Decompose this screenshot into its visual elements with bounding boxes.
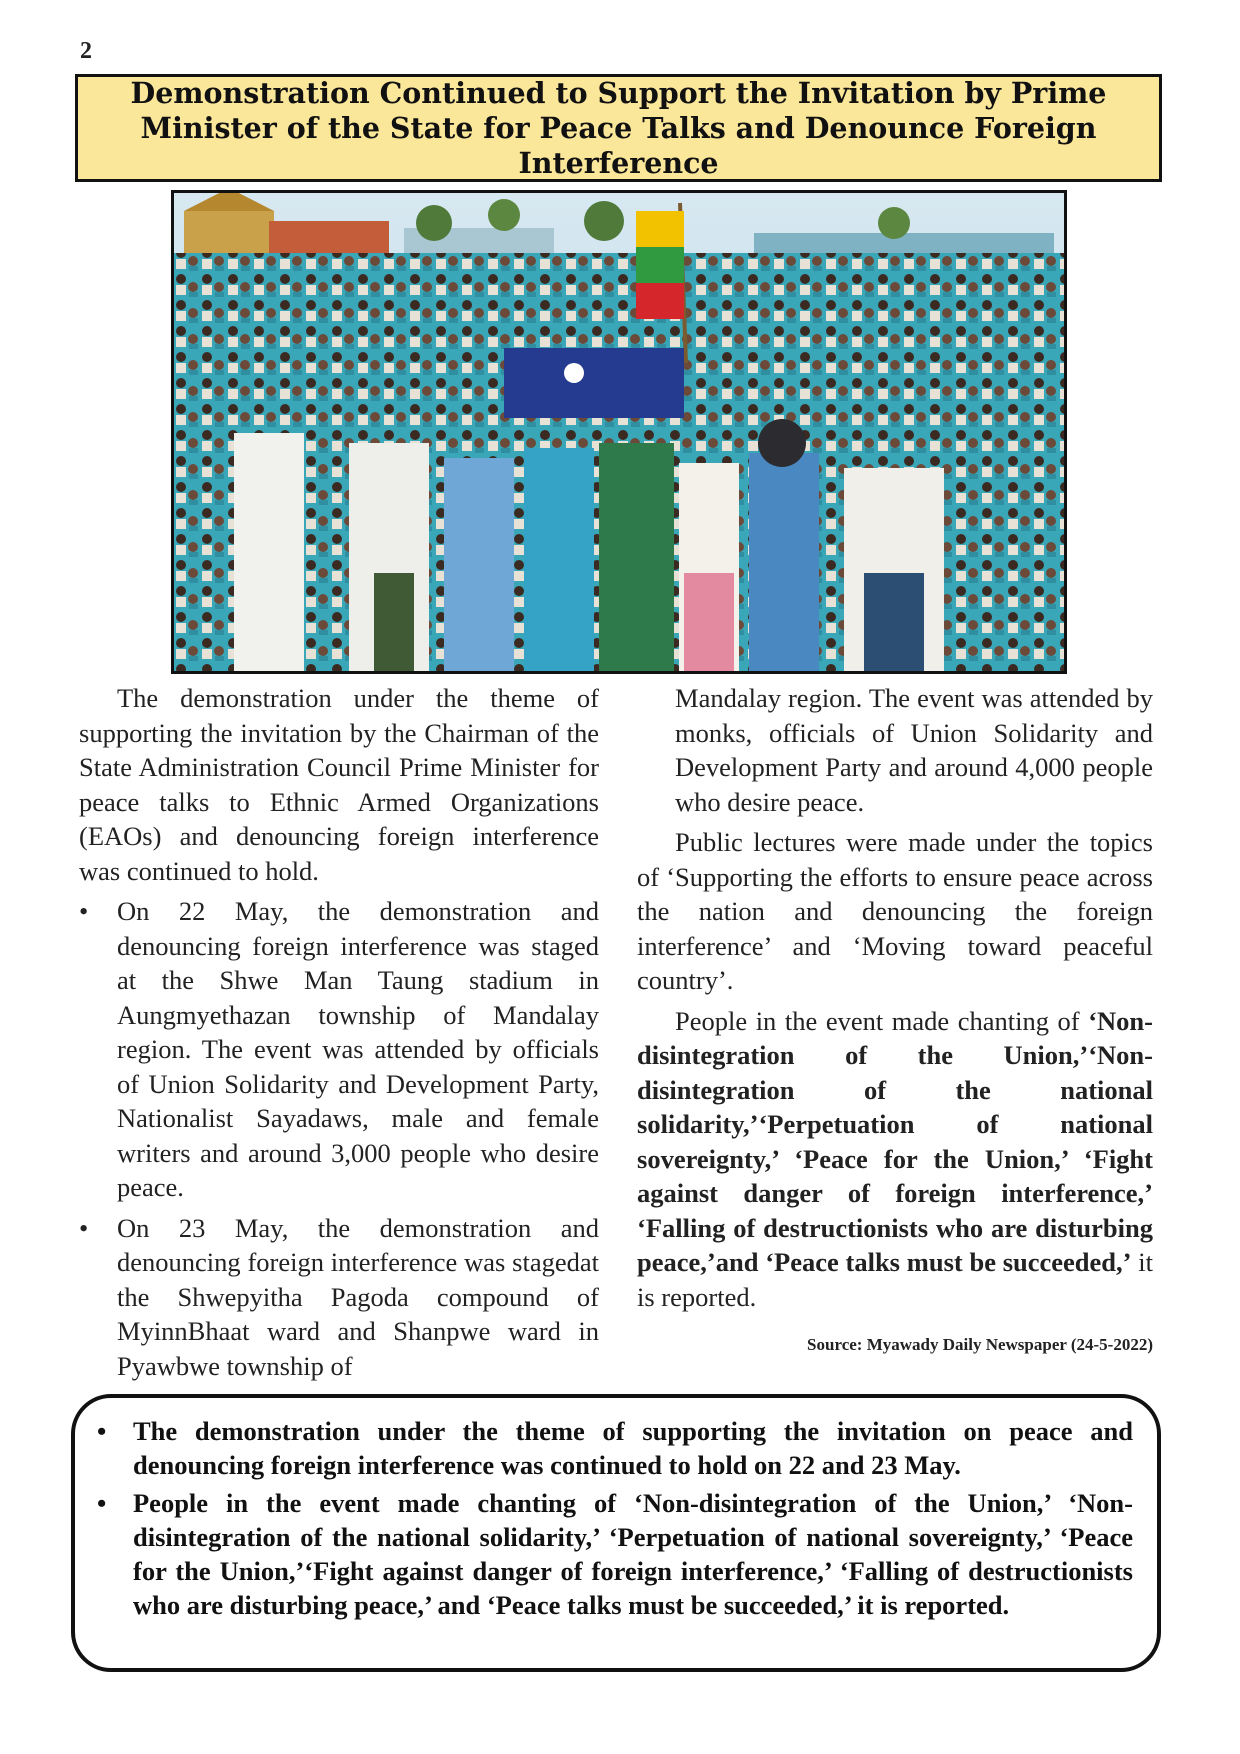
list-item xyxy=(97,1414,1133,1482)
summary-box xyxy=(71,1394,1161,1672)
chant-paragraph xyxy=(637,1004,1153,1315)
bullet-icon: • xyxy=(97,1416,107,1446)
list-item xyxy=(79,1211,599,1384)
title-banner xyxy=(75,74,1162,182)
left-column xyxy=(79,681,599,1389)
article-title: Demonstration Continued to Support the Invitation by Prime Minister of the State for Peace Talks and Denounce Foreign Interference xyxy=(130,75,1107,180)
crowd-photo-icon xyxy=(174,193,1064,671)
list-item xyxy=(79,894,599,1205)
chant-slogans: ‘Non-disintegration of the Union,’‘Non-disintegration of the national solidarity,’‘Perpetuation of national sovereignty,’ ‘Peace for the Union,’ ‘Fight against danger of foreign interference,’ ‘Falling of destructionists who are disturbing peace,’and ‘Peace talks must be succeeded,’ xyxy=(637,1005,1153,1277)
page-number: 2 xyxy=(80,38,92,64)
bullet-text-22-may: On 22 May, the demonstration and denouncing foreign interference was staged at the Shwe Man Taung stadium in Aungmyethazan township of Mandalay region. The event was attended by officials of Union Solidarity and Development Party, Nationalist Sayadaws, male and female writers and around 3,000 people who desire peace. xyxy=(117,896,599,1202)
bullet-icon: • xyxy=(79,1212,89,1243)
bullet-icon: • xyxy=(79,896,89,926)
chant-intro: People in the event made chanting of xyxy=(675,1005,1080,1036)
intro-paragraph: The demonstration under the theme of supporting the invitation by the Chairman of the State Administration Council Prime Minister for peace talks to Ethnic Armed Organizations (EAOs) and denouncing foreign interference was continued to hold. xyxy=(79,683,599,886)
continuation-paragraph: Mandalay region. The event was attended by monks, officials of Union Solidarity and Development Party and around 4,000 people who desire peace. xyxy=(675,683,1153,817)
crowd-photo xyxy=(171,190,1067,674)
event-list xyxy=(79,894,599,1383)
chant-end: it is reported. xyxy=(637,1247,1153,1312)
summary-list xyxy=(97,1414,1133,1622)
bullet-text-23-may: On 23 May, the demonstration and denouncing foreign interference was stagedat the Shwepyitha Pagoda compound of MyinnBhaat ward and Shanpwe ward in Pyawbwe township of xyxy=(117,1212,599,1381)
lectures-paragraph: Public lectures were made under the topics of ‘Supporting the efforts to ensure peace across the nation and denouncing the foreign interference’ and ‘Moving toward peaceful country’. xyxy=(637,827,1153,995)
right-column xyxy=(637,681,1153,1363)
list-item xyxy=(97,1486,1133,1622)
bullet-icon: • xyxy=(97,1488,107,1518)
summary-point-2: People in the event made chanting of ‘Non-disintegration of the Union,’ ‘Non-disintegration of the national solidarity,’ ‘Perpetuation of national sovereignty,’ ‘Peace for the Union,’‘Fight against danger of foreign interference,’ ‘Falling of destructionists who are disturbing peace,’ and ‘Peace talks must be succeeded,’ it is reported. xyxy=(133,1488,1133,1620)
summary-point-1: The demonstration under the theme of supporting the invitation on peace and denouncing foreign interference was continued to hold on 22 and 23 May. xyxy=(133,1416,1133,1480)
source-credit: Source: Myawady Daily Newspaper (24-5-2022) xyxy=(807,1335,1153,1354)
